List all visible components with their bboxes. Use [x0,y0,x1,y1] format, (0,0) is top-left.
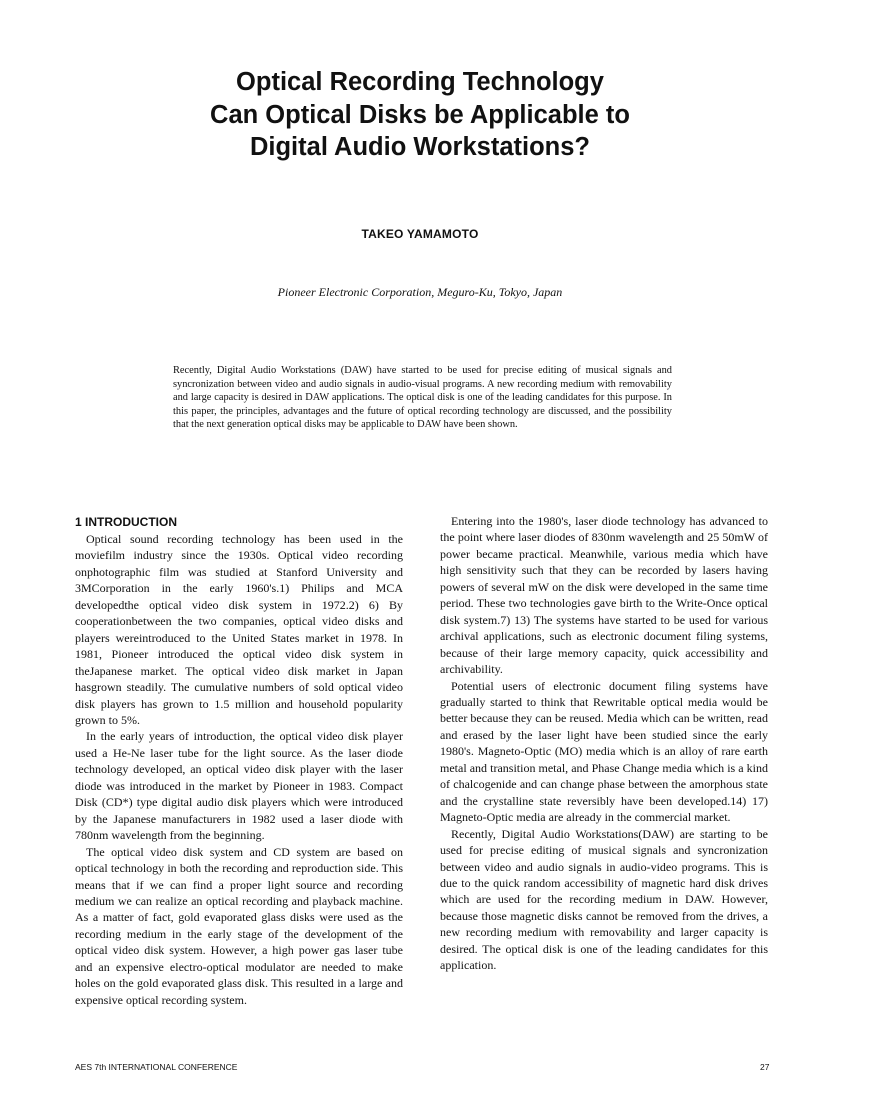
author-name: TAKEO YAMAMOTO [361,227,479,241]
body-paragraph: Recently, Digital Audio Workstations(DAW) are starting to be used for precise editing of musical signals and syncronization between video and audio signals in audio-video programs. This is due to the quick random accessibility of magnetic hard disk drives which are used for the recording medium in DAW. However, because those magnetic disks cannot be removed from the drives, a new recording medium with removability and larger capacity is desired. The optical disk is one of the leading candidates for this application. [440,826,768,973]
body-paragraph: In the early years of introduction, the optical video disk player used a He-Ne laser tube for the light source. As the laser diode technology developed, an optical video disk player with the laser diode was introduced in the market by Pioneer in 1983. Compact Disk (CD*) type digital audio disk players which were introduced by the Japanese manufacturers in 1982 used a laser diode with 780nm wavelength from the beginning. [75,729,403,843]
body-paragraph: Entering into the 1980's, laser diode technology has advanced to the point where laser diodes of 830nm wavelength and 25 50mW of power became practical. Meanwhile, various media which have high sensitivity such that they can be recorded by lasers having powers of several mW on the disk were developed in the same time period. These two technologies gave birth to the Write-Once optical disk system.7) 13) The systems have started to be used for various archival applications, such as electronic document filing systems, because of their large memory capacity, quick accessibility and archivability. [440,514,768,677]
author-affiliation: Pioneer Electronic Corporation, Meguro-Ku, Tokyo, Japan [277,285,563,299]
title-line-3: Digital Audio Workstations? [249,133,590,161]
body-paragraph: The optical video disk system and CD system are based on optical technology in both the recording and reproduction side. This means that if we can find a proper light source and recording medium we can realize an optical recording and playback machine. As a matter of fact, gold evaporated glass disks were used as the recording medium in the early stage of the development of the optical video disk system. However, a high power gas laser tube and an expensive electro-optical modulator are needed to make holes on the gold evaporated glass disk. This resulted in a large and expensive optical recording system. [75,844,403,1007]
title-line-2: Can Optical Disks be Applicable to [210,100,630,129]
abstract: Recently, Digital Audio Workstations (DAW) have started to be used for precise editing of musical signals and syncronization between video and audio signals in audio-visual programs. A new recording medium with removability and large capacity is desired in DAW applications. The optical disk is one of the leading candidates for this purpose. In this paper, the principles, advantages and the future of optical recording technology are discussed, and the possibility that the next generation optical disks may be applicable to DAW have been shown. [173,365,672,430]
left-column [75,513,403,1008]
body-paragraph: Optical sound recording technology has been used in the moviefilm industry since the 1930s. Optical video recording onphotographic film was studied at Stanford University and 3MCorporation in the early 1960's.1) Philips and MCA developedthe optical video disk system in 1972.2) 6) By cooperationbetween the two companies, optical video disks and players wereintroduced to the United States market in 1978. In 1981, Pioneer introduced the optical video disk system in theJapanese market. The optical video disk market in Japan hasgrown steadily. The cumulative numbers of sold optical video disk players has grown to 1.5 million and household popularity grown to 5%. [75,532,403,727]
footer-conference: AES 7th INTERNATIONAL CONFERENCE [75,1062,238,1072]
title-line-1: Optical Recording Technology [236,68,604,96]
section-heading-introduction: 1 INTRODUCTION [75,515,177,529]
paper-title [100,66,740,164]
page-number: 27 [760,1062,770,1072]
right-column [440,513,768,974]
body-paragraph: Potential users of electronic document filing systems have gradually started to think that Rewritable optical media would be better because they can be reused. Media which can be written, read and erased by the laser light have been studied since the early 1980's. Magneto-Optic (MO) media which is an alloy of rare earth metal and transition metal, and Phase Change media which is a kind of chalcogenide and can change phase between the amorphous state and the crystalline state reversibly have been developed.14) 17) Magneto-Optic media are already in the commercial market. [440,678,768,825]
